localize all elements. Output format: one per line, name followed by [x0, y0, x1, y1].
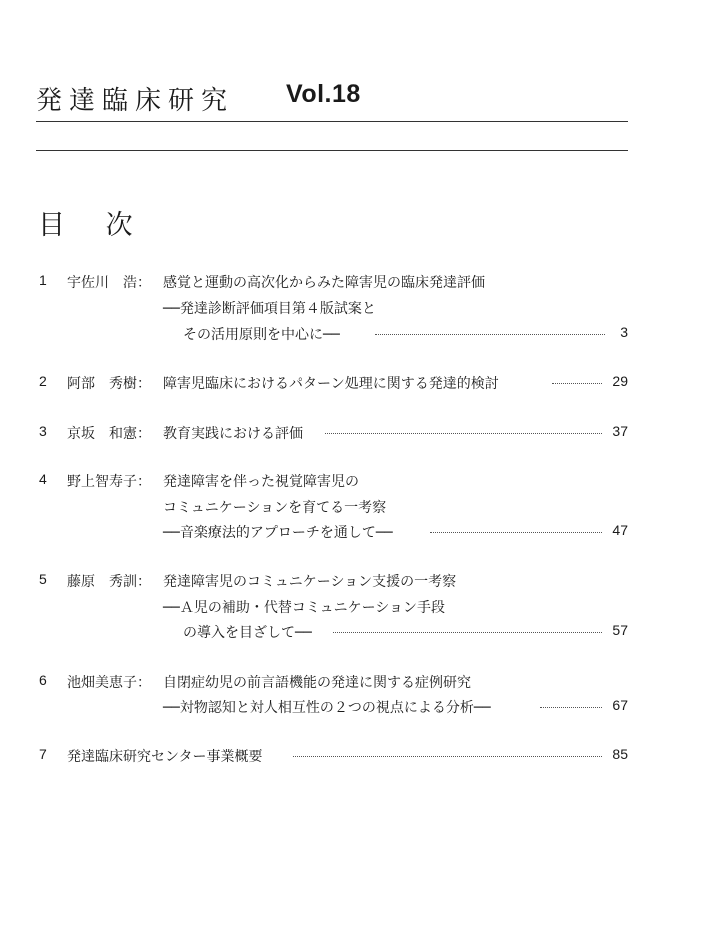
- entry-number: 1: [39, 272, 47, 288]
- entry-number: 2: [39, 373, 47, 389]
- entry-title-line: 発達障害を伴った視覚障害児の: [163, 474, 359, 490]
- journal-title: 発達臨床研究: [36, 86, 235, 116]
- entry-author: 宇佐川 浩：: [67, 275, 151, 291]
- entry-subtitle-line: の導入を目ざして──: [183, 625, 312, 641]
- entry-page: 57: [612, 622, 628, 638]
- entry-title-line: コミュニケーションを育てる一考察: [163, 500, 387, 516]
- entry-number: 3: [39, 423, 47, 439]
- entry-subtitle-line: ──対物認知と対人相互性の２つの視点による分析──: [163, 700, 491, 716]
- dot-leader: [552, 383, 602, 384]
- entry-number: 7: [39, 746, 47, 762]
- entry-page: 3: [620, 324, 628, 340]
- entry-page: 37: [612, 423, 628, 439]
- entry-title-line: 発達臨床研究センター事業概要: [67, 749, 263, 765]
- entry-number: 6: [39, 672, 47, 688]
- entry-title-line: 障害児臨床におけるパターン処理に関する発達的検討: [163, 376, 499, 392]
- dot-leader: [540, 707, 602, 708]
- volume-label: Vol.18: [286, 80, 361, 108]
- entry-author: 京坂 和憲：: [67, 426, 151, 442]
- entry-page: 47: [612, 522, 628, 538]
- entry-page: 29: [612, 373, 628, 389]
- entry-number: 4: [39, 471, 47, 487]
- entry-subtitle-line: ──Ａ児の補助・代替コミュニケーション手段: [163, 600, 446, 616]
- toc-heading: 目 次: [38, 210, 149, 241]
- dot-leader: [375, 334, 605, 335]
- entry-page: 85: [612, 746, 628, 762]
- entry-title-line: 自閉症幼児の前言語機能の発達に関する症例研究: [163, 675, 471, 691]
- top-rule: [36, 121, 628, 122]
- entry-author: 池畑美恵子：: [67, 675, 151, 691]
- entry-author: 野上智寿子：: [67, 474, 151, 490]
- dot-leader: [293, 756, 602, 757]
- entry-subtitle-line: ──発達診断評価項目第４版試案と: [163, 301, 376, 317]
- second-rule: [36, 150, 628, 151]
- entry-title-line: 感覚と運動の高次化からみた障害児の臨床発達評価: [163, 275, 485, 291]
- entry-number: 5: [39, 571, 47, 587]
- dot-leader: [430, 532, 602, 533]
- entry-subtitle-line: ──音楽療法的アプローチを通して──: [163, 525, 393, 541]
- entry-author: 阿部 秀樹：: [67, 376, 151, 392]
- entry-author: 藤原 秀訓：: [67, 574, 151, 590]
- entry-title-line: 発達障害児のコミュニケーション支援の一考察: [163, 574, 457, 590]
- dot-leader: [325, 433, 602, 434]
- entry-title-line: 教育実践における評価: [163, 426, 303, 442]
- entry-page: 67: [612, 697, 628, 713]
- dot-leader: [333, 632, 602, 633]
- entry-subtitle-line: その活用原則を中心に──: [183, 327, 340, 343]
